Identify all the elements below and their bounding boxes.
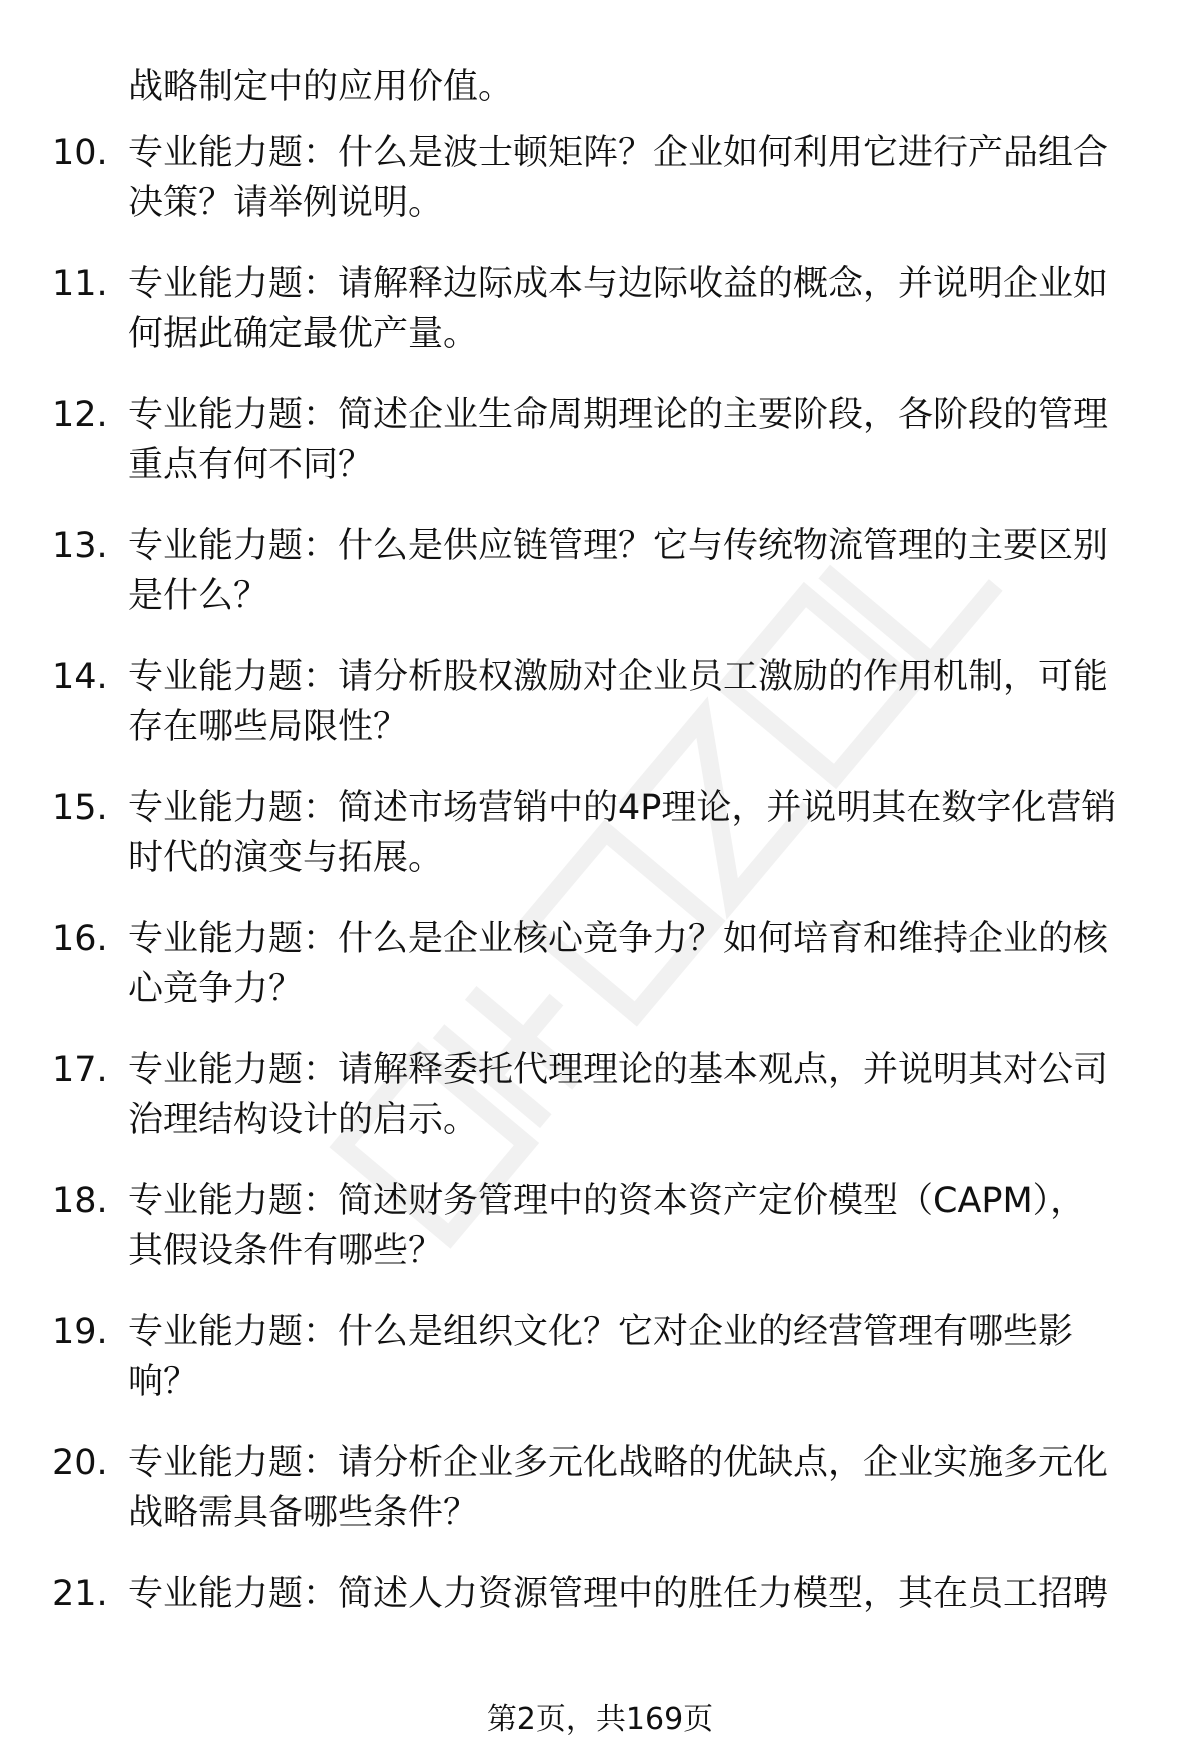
item-text: 专业能力题：什么是组织文化？它对企业的经营管理有哪些影 响？: [128, 1312, 1074, 1402]
item-text: 专业能力题：什么是波士顿矩阵？企业如何利用它进行产品组合 决策？请举例说明。: [128, 133, 1109, 223]
item-number: 13.: [52, 526, 108, 566]
item-text: 专业能力题：简述人力资源管理中的胜任力模型，其在员工招聘: [128, 1574, 1109, 1614]
item-number: 12.: [52, 395, 108, 435]
item-text: 专业能力题：请解释委托代理理论的基本观点，并说明其对公司 治理结构设计的启示。: [128, 1050, 1109, 1140]
item-text: 专业能力题：请分析企业多元化战略的优缺点，企业实施多元化 战略需具备哪些条件？: [128, 1443, 1109, 1533]
item-number: 21.: [52, 1574, 108, 1614]
item-number: 10.: [52, 133, 108, 173]
item-number: 17.: [52, 1050, 108, 1090]
item-number: 19.: [52, 1312, 108, 1352]
item-text: 专业能力题：什么是企业核心竞争力？如何培育和维持企业的核 心竞争力？: [128, 919, 1109, 1009]
item-text: 专业能力题：简述企业生命周期理论的主要阶段，各阶段的管理 重点有何不同？: [128, 395, 1109, 485]
item-number: 11.: [52, 264, 108, 304]
item-text: 专业能力题：简述财务管理中的资本资产定价模型（CAPM）， 其假设条件有哪些？: [128, 1181, 1086, 1271]
item-text: 专业能力题：什么是供应链管理？它与传统物流管理的主要区别 是什么？: [128, 526, 1109, 616]
page-footer: 第2页，共169页: [486, 1702, 714, 1737]
item-text: 专业能力题：请解释边际成本与边际收益的概念，并说明企业如 何据此确定最优产量。: [128, 264, 1109, 354]
continuation-line: 战略制定中的应用价值。: [128, 67, 514, 107]
item-number: 14.: [52, 657, 108, 697]
item-text: 专业能力题：简述市场营销中的4P理论，并说明其在数字化营销 时代的演变与拓展。: [128, 788, 1117, 878]
item-number: 20.: [52, 1443, 108, 1483]
item-number: 18.: [52, 1181, 108, 1221]
item-text: 专业能力题：请分析股权激励对企业员工激励的作用机制，可能 存在哪些局限性？: [128, 657, 1109, 747]
item-number: 16.: [52, 919, 108, 959]
item-number: 15.: [52, 788, 108, 828]
